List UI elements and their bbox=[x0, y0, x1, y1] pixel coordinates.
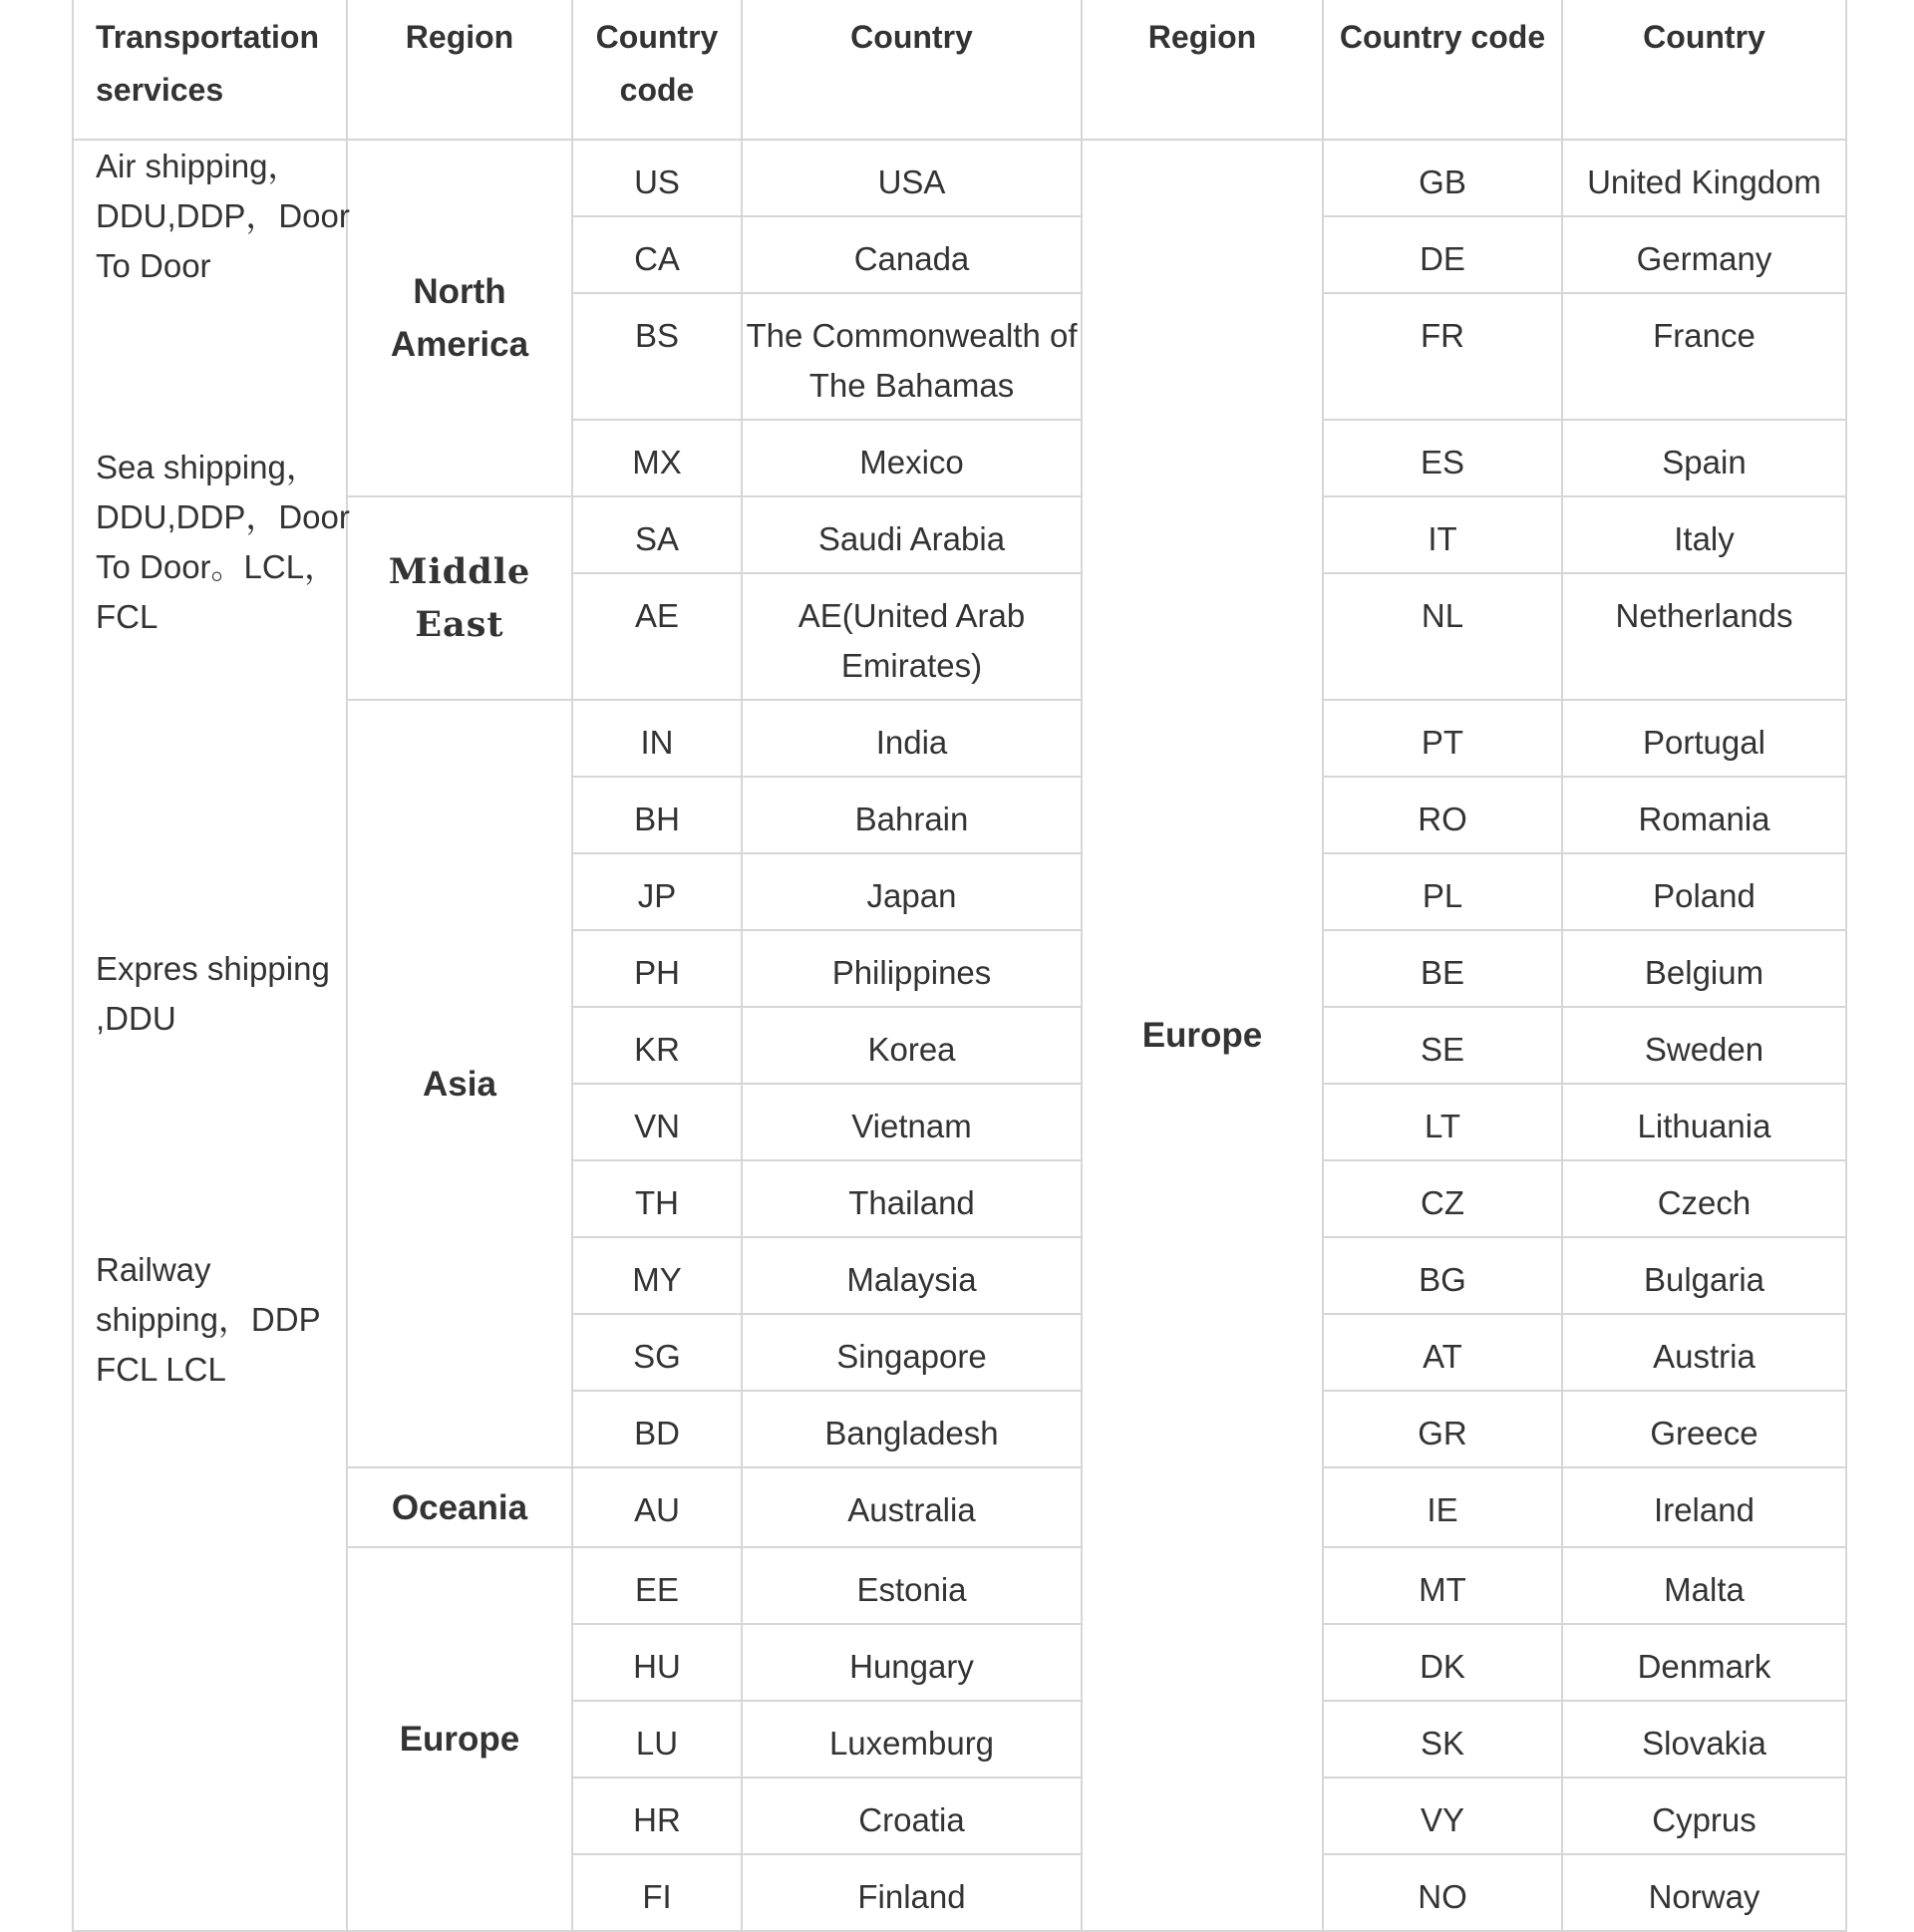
header-country-right: Country bbox=[1562, 0, 1846, 140]
country-code-right: MT bbox=[1323, 1547, 1562, 1624]
country-code-left: LU bbox=[572, 1701, 742, 1777]
country-code-right: PL bbox=[1323, 853, 1562, 930]
country-code-left: AE bbox=[572, 573, 742, 700]
country-name-left: Croatia bbox=[742, 1777, 1082, 1854]
country-name-right: Italy bbox=[1562, 496, 1846, 573]
country-code-left: FI bbox=[572, 1854, 742, 1931]
country-name-left: The Commonwealth of The Bahamas bbox=[742, 293, 1082, 420]
country-name-right: Sweden bbox=[1562, 1007, 1846, 1084]
country-name-left: Thailand bbox=[742, 1160, 1082, 1237]
country-code-left: BH bbox=[572, 777, 742, 853]
country-code-left: BS bbox=[572, 293, 742, 420]
country-name-left: India bbox=[742, 700, 1082, 777]
header-country-code-left: Country code bbox=[572, 0, 742, 140]
country-code-left: VN bbox=[572, 1084, 742, 1160]
country-name-left: Malaysia bbox=[742, 1237, 1082, 1314]
country-code-left: JP bbox=[572, 853, 742, 930]
country-name-right: Lithuania bbox=[1562, 1084, 1846, 1160]
country-code-left: HR bbox=[572, 1777, 742, 1854]
header-country-code-right: Country code bbox=[1323, 0, 1562, 140]
country-code-right: BG bbox=[1323, 1237, 1562, 1314]
country-code-right: IT bbox=[1323, 496, 1562, 573]
country-code-left: MY bbox=[572, 1237, 742, 1314]
header-row bbox=[73, 0, 1846, 140]
country-name-left: Mexico bbox=[742, 420, 1082, 496]
country-name-right: Portugal bbox=[1562, 700, 1846, 777]
region-europe-left: Europe bbox=[347, 1547, 572, 1931]
country-code-left: US bbox=[572, 140, 742, 216]
country-name-left: Hungary bbox=[742, 1624, 1082, 1701]
country-code-right: SE bbox=[1323, 1007, 1562, 1084]
country-code-left: MX bbox=[572, 420, 742, 496]
country-code-right: IE bbox=[1323, 1467, 1562, 1547]
country-name-left: Japan bbox=[742, 853, 1082, 930]
country-name-left: USA bbox=[742, 140, 1082, 216]
country-name-left: Australia bbox=[742, 1467, 1082, 1547]
header-region-right: Region bbox=[1082, 0, 1323, 140]
country-name-right: Malta bbox=[1562, 1547, 1846, 1624]
service-sea-shipping: Sea shipping，DDU,DDP，Door To Door。LCL，FCL bbox=[96, 449, 350, 635]
service-express-shipping: Expres shipping ,DDU bbox=[96, 950, 330, 1037]
country-code-right: FR bbox=[1323, 293, 1562, 420]
country-name-right: Belgium bbox=[1562, 930, 1846, 1007]
country-code-right: GR bbox=[1323, 1391, 1562, 1467]
country-name-left: Singapore bbox=[742, 1314, 1082, 1391]
country-code-right: RO bbox=[1323, 777, 1562, 853]
country-code-right: AT bbox=[1323, 1314, 1562, 1391]
country-name-left: Korea bbox=[742, 1007, 1082, 1084]
country-name-left: Finland bbox=[742, 1854, 1082, 1931]
service-air-shipping: Air shipping，DDU,DDP，Door To Door bbox=[96, 148, 350, 284]
country-code-left: EE bbox=[572, 1547, 742, 1624]
country-code-right: NL bbox=[1323, 573, 1562, 700]
country-name-left: Vietnam bbox=[742, 1084, 1082, 1160]
country-name-right: Germany bbox=[1562, 216, 1846, 293]
region-north-america: North America bbox=[347, 140, 572, 496]
service-railway-shipping: Railway shipping，DDP FCL LCL bbox=[96, 1251, 321, 1388]
country-name-right: Spain bbox=[1562, 420, 1846, 496]
country-name-right: Greece bbox=[1562, 1391, 1846, 1467]
country-name-left: Luxemburg bbox=[742, 1701, 1082, 1777]
country-name-left: AE(United Arab Emirates) bbox=[742, 573, 1082, 700]
country-code-left: SG bbox=[572, 1314, 742, 1391]
country-name-left: Bangladesh bbox=[742, 1391, 1082, 1467]
header-region-left: Region bbox=[347, 0, 572, 140]
header-transportation-services: Transportation services bbox=[73, 0, 347, 140]
country-name-right: France bbox=[1562, 293, 1846, 420]
country-code-left: PH bbox=[572, 930, 742, 1007]
country-code-right: DK bbox=[1323, 1624, 1562, 1701]
country-code-right: VY bbox=[1323, 1777, 1562, 1854]
country-code-right: LT bbox=[1323, 1084, 1562, 1160]
region-europe-right: Europe bbox=[1082, 140, 1323, 1931]
country-name-left: Estonia bbox=[742, 1547, 1082, 1624]
country-code-right: SK bbox=[1323, 1701, 1562, 1777]
country-name-right: Norway bbox=[1562, 1854, 1846, 1931]
country-code-left: HU bbox=[572, 1624, 742, 1701]
country-code-left: IN bbox=[572, 700, 742, 777]
country-name-left: Philippines bbox=[742, 930, 1082, 1007]
country-code-left: AU bbox=[572, 1467, 742, 1547]
country-name-left: Bahrain bbox=[742, 777, 1082, 853]
country-name-right: Denmark bbox=[1562, 1624, 1846, 1701]
country-name-left: Saudi Arabia bbox=[742, 496, 1082, 573]
country-code-right: BE bbox=[1323, 930, 1562, 1007]
country-name-right: Netherlands bbox=[1562, 573, 1846, 700]
country-code-left: CA bbox=[572, 216, 742, 293]
region-middle-east: Middle East bbox=[347, 496, 572, 700]
country-name-right: Bulgaria bbox=[1562, 1237, 1846, 1314]
country-code-left: KR bbox=[572, 1007, 742, 1084]
country-code-right: ES bbox=[1323, 420, 1562, 496]
country-name-right: United Kingdom bbox=[1562, 140, 1846, 216]
header-country-left: Country bbox=[742, 0, 1082, 140]
country-name-right: Slovakia bbox=[1562, 1701, 1846, 1777]
country-name-right: Czech bbox=[1562, 1160, 1846, 1237]
country-name-left: Canada bbox=[742, 216, 1082, 293]
country-code-left: TH bbox=[572, 1160, 742, 1237]
country-code-right: NO bbox=[1323, 1854, 1562, 1931]
region-oceania: Oceania bbox=[347, 1467, 572, 1547]
country-code-right: DE bbox=[1323, 216, 1562, 293]
country-code-right: GB bbox=[1323, 140, 1562, 216]
country-code-left: BD bbox=[572, 1391, 742, 1467]
country-code-right: CZ bbox=[1323, 1160, 1562, 1237]
country-name-right: Poland bbox=[1562, 853, 1846, 930]
country-name-right: Cyprus bbox=[1562, 1777, 1846, 1854]
country-code-left: SA bbox=[572, 496, 742, 573]
country-code-right: PT bbox=[1323, 700, 1562, 777]
region-asia: Asia bbox=[347, 700, 572, 1467]
country-name-right: Austria bbox=[1562, 1314, 1846, 1391]
country-name-right: Ireland bbox=[1562, 1467, 1846, 1547]
country-name-right: Romania bbox=[1562, 777, 1846, 853]
